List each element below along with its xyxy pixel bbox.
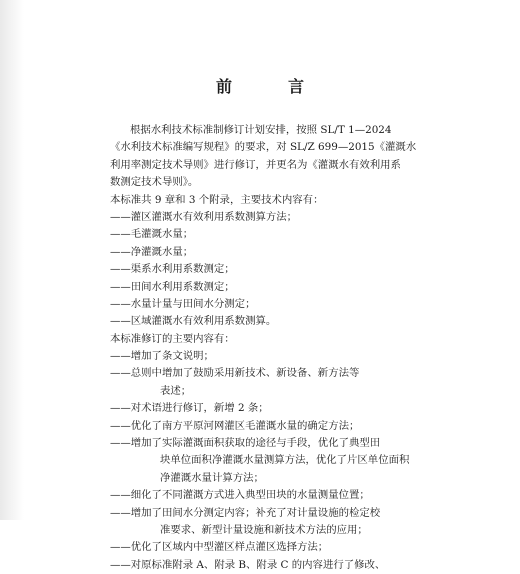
text-line: 数测定技术导则》。 xyxy=(110,176,199,189)
text-line: 《水利技术标准编写规程》的要求，对 SL/Z 699—2015《灌溉水 xyxy=(110,141,417,154)
text-line: ——优化了区域内中型灌区样点灌区选择方法； xyxy=(110,541,329,554)
text-line: ——区域灌溉水有效利用系数测算。 xyxy=(110,315,277,328)
text-line: ——田间水利用系数测定； xyxy=(110,280,235,293)
text-line: ——增加了实际灌溉面积获取的途径与手段，优化了典型田 xyxy=(110,437,381,450)
text-line: 表述； xyxy=(160,384,192,397)
text-line: 根据水利技术标准制修订计划安排，按照 SL/T 1—2024 xyxy=(130,124,392,136)
text-line: ——细化了不同灌溉方式进入典型田块的水量测量位置； xyxy=(110,489,370,502)
text-line: 准要求、新型计量设施和新技术方法的应用； xyxy=(160,523,368,536)
text-line: ——对原标准附录 A、附录 B、附录 C 的内容进行了修改、 xyxy=(110,558,386,571)
text-line: 块单位面积净灌溉水量测算方法，优化了片区单位面积 xyxy=(160,454,410,467)
text-line: 本标准共 9 章和 3 个附录，主要技术内容有： xyxy=(110,193,324,206)
text-line: ——增加了田间水分测定内容；补充了对计量设施的检定校 xyxy=(110,506,381,519)
text-line: 本标准修订的主要内容有： xyxy=(110,332,235,345)
text-line: 净灌溉水量计算方法； xyxy=(160,471,264,484)
text-line: ——水量计量与田间水分测定； xyxy=(110,297,256,310)
text-line: ——灌区灌溉水有效利用系数测算方法； xyxy=(110,210,298,223)
text-line: 利用率测定技术导则》进行修订，并更名为《灌溉水有效利用系 xyxy=(110,158,401,171)
page-title: 前 言 xyxy=(215,77,324,96)
text-line: ——毛灌溉水量； xyxy=(110,228,194,241)
text-line: ——优化了南方平原河网灌区毛灌溉水量的确定方法； xyxy=(110,419,360,432)
text-line: ——渠系水利用系数测定； xyxy=(110,263,235,276)
text-line: ——增加了条文说明； xyxy=(110,350,214,363)
text-line: ——对术语进行修订，新增 2 条； xyxy=(110,402,269,415)
document-body xyxy=(110,122,430,574)
text-line: ——净灌溉水量； xyxy=(110,245,194,258)
text-line: ——总则中增加了鼓励采用新技术、新设备、新方法等 xyxy=(110,367,360,380)
